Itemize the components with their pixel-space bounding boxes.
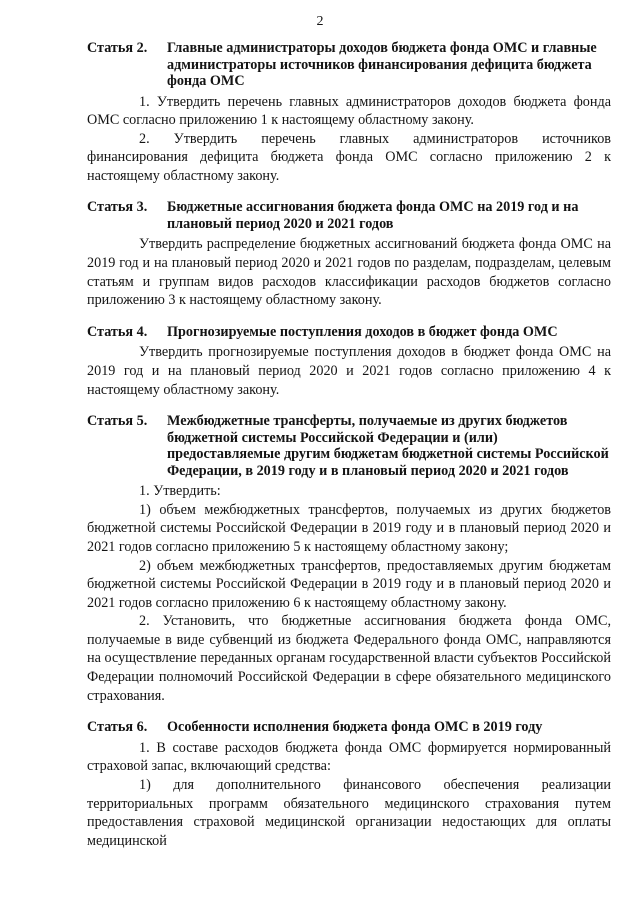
paragraph: 1) объем межбюджетных трансфертов, получаемых из других бюджетов бюджетной системы Российской Федерации в 2019 году и в плановый период 2020 и 2021 годов согласно приложению 5 к настоящему областному закону;	[87, 501, 611, 555]
article-heading: Особенности исполнения бюджета фонда ОМС в 2019 году	[167, 719, 543, 736]
document-body	[87, 40, 611, 864]
paragraph: 1) для дополнительного финансового обеспечения реализации территориальных программ обязательного медицинского страхования путем предоставления страховой медицинской организации недостающих для оплаты медицинской	[87, 776, 611, 849]
article-heading: Межбюджетные трансферты, получаемые из других бюджетов бюджетной системы Российской Федерации и (или) предоставляемые другим бюджетам бюджетной системы Российской Федерации, в 2019 году и в плановый период 2020 и 2021 годов	[167, 413, 609, 479]
article-label: Статья 4.	[87, 323, 148, 340]
article-title	[87, 199, 611, 232]
article-label: Статья 3.	[87, 199, 148, 216]
article-label: Статья 5.	[87, 413, 148, 430]
article-3	[87, 199, 611, 309]
paragraph: Утвердить прогнозируемые поступления доходов в бюджет фонда ОМС на 2019 год и на плановый период 2020 и 2021 годов согласно приложению 4 к настоящему областному закону.	[87, 344, 611, 398]
article-5	[87, 413, 611, 705]
article-title	[87, 40, 611, 90]
article-title	[87, 719, 611, 736]
page-number: 2	[316, 14, 324, 29]
article-title	[87, 324, 611, 341]
article-2	[87, 40, 611, 185]
paragraph: 1. Утвердить перечень главных администраторов доходов бюджета фонда ОМС согласно приложению 1 к настоящему областному закону.	[87, 93, 611, 129]
article-6	[87, 719, 611, 850]
paragraph: 2. Установить, что бюджетные ассигнования бюджета фонда ОМС, получаемые в виде субвенций из бюджета Федерального фонда ОМС, направляются на осуществление переданных органам государственной власти субъектов Российской Федерации полномочий Российской Федерации в сфере обязательного медицинского страхования.	[87, 613, 611, 704]
article-heading: Главные администраторы доходов бюджета фонда ОМС и главные администраторы источников финансирования дефицита бюджета фонда ОМС	[167, 40, 597, 89]
paragraph: 1. Утвердить:	[139, 483, 221, 500]
paragraph: 2. Утвердить перечень главных администраторов источников финансирования дефицита бюджета фонда ОМС согласно приложению 2 к настоящему областному закону.	[87, 130, 611, 184]
article-4	[87, 324, 611, 399]
article-label: Статья 2.	[87, 40, 148, 56]
article-heading: Бюджетные ассигнования бюджета фонда ОМС на 2019 год и на плановый период 2020 и 2021 годов	[167, 199, 579, 232]
article-title	[87, 413, 611, 479]
article-heading: Прогнозируемые поступления доходов в бюджет фонда ОМС	[167, 323, 558, 340]
paragraph: 2) объем межбюджетных трансфертов, предоставляемых другим бюджетам бюджетной системы Российской Федерации в 2019 году и в плановый период 2020 и 2021 годов согласно приложению 6 к настоящему областному закону.	[87, 557, 611, 611]
paragraph: 1. В составе расходов бюджета фонда ОМС формируется нормированный страховой запас, включающий средства:	[87, 739, 611, 775]
article-label: Статья 6.	[87, 719, 148, 736]
paragraph: Утвердить распределение бюджетных ассигнований бюджета фонда ОМС на 2019 год и на плановый период 2020 и 2021 годов по разделам, подразделам, целевым статьям и группам видов расходов классификации расходов бюджетов согласно приложению 3 к настоящему областному закону.	[87, 236, 611, 309]
